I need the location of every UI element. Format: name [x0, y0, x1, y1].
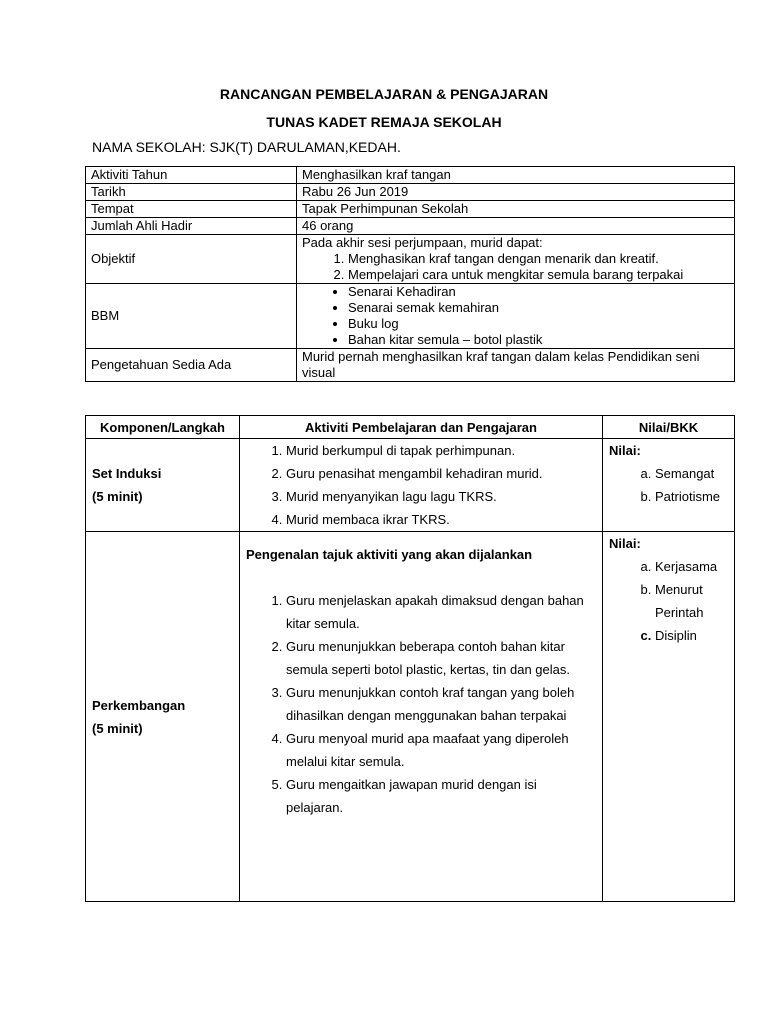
list-item: • Senarai semak kemahiran — [348, 300, 729, 316]
list-item: • Buku log — [348, 316, 729, 332]
list-item: 1. Menghasikan kraf tangan dengan menarik dan kreatif. — [348, 251, 729, 267]
list-item: 5. Guru mengaitkan jawapan murid dengan isi pelajaran. — [286, 773, 596, 819]
induksi-steps — [246, 439, 596, 531]
list-item: 2. Guru menunjukkan beberapa contoh bahan kitar semula seperti botol plastic, kertas, tin dan gelas. — [286, 635, 596, 681]
jumlah-label: Jumlah Ahli Hadir — [86, 218, 297, 235]
list-item: 3. Murid menyanyikan lagu lagu TKRS. — [286, 485, 596, 508]
list-item: • Senarai Kehadiran — [348, 284, 729, 300]
perkembangan-nilai-label: Nilai: — [609, 536, 641, 551]
table-row — [86, 532, 735, 902]
induksi-name: Set Induksi — [92, 466, 162, 481]
list-item: • Bahan kitar semula – botol plastik — [348, 332, 729, 348]
table-row — [86, 201, 735, 218]
aktiviti-value: Menghasilkan kraf tangan — [297, 167, 735, 184]
induksi-activities — [240, 439, 603, 532]
document-title: RANCANGAN PEMBELAJARAN & PENGAJARAN — [219, 86, 549, 102]
objektif-intro: Pada akhir sesi perjumpaan, murid dapat: — [302, 235, 543, 250]
list-item: c. Disiplin — [655, 624, 734, 647]
induksi-nilai-label: Nilai: — [609, 443, 641, 458]
tempat-value: Tapak Perhimpunan Sekolah — [297, 201, 735, 218]
objektif-list — [302, 251, 729, 283]
list-item: 4. Murid membaca ikrar TKRS. — [286, 508, 596, 531]
objektif-cell — [297, 235, 735, 284]
table-row — [86, 439, 735, 532]
table-row — [86, 184, 735, 201]
perkembangan-duration: (5 minit) — [92, 720, 143, 736]
tarikh-label: Tarikh — [86, 184, 297, 201]
tempat-label: Tempat — [86, 201, 297, 218]
table-row — [86, 235, 735, 284]
perkembangan-subheading: Pengenalan tajuk aktiviti yang akan dijalankan — [246, 547, 533, 562]
document-subtitle: TUNAS KADET REMAJA SEKOLAH — [266, 114, 502, 130]
lesson-table — [85, 415, 735, 902]
header-aktiviti: Aktiviti Pembelajaran dan Pengajaran — [240, 416, 603, 439]
school-name: NAMA SEKOLAH: SJK(T) DARULAMAN,KEDAH. — [92, 139, 401, 155]
list-item: 4. Guru menyoal murid apa maafaat yang diperoleh melalui kitar semula. — [286, 727, 596, 773]
table-row — [86, 284, 735, 349]
induksi-duration: (5 minit) — [92, 489, 143, 504]
jumlah-value: 46 orang — [297, 218, 735, 235]
perkembangan-component — [86, 532, 240, 902]
table-header-row — [86, 416, 735, 439]
info-table — [85, 166, 735, 382]
list-item: b. Menurut Perintah — [655, 578, 734, 624]
list-item: a. Semangat — [655, 462, 734, 485]
list-item: 2. Guru penasihat mengambil kehadiran murid. — [286, 462, 596, 485]
perkembangan-name: Perkembangan — [92, 697, 186, 713]
objektif-label: Objektif — [86, 235, 297, 284]
pengetahuan-label: Pengetahuan Sedia Ada — [86, 349, 297, 382]
header-nilai: Nilai/BKK — [603, 416, 735, 439]
induksi-nilai — [603, 439, 735, 532]
aktiviti-label: Aktiviti Tahun — [86, 167, 297, 184]
pengetahuan-value: Murid pernah menghasilkan kraf tangan dalam kelas Pendidikan seni visual — [297, 349, 735, 382]
list-item: 1. Guru menjelaskan apakah dimaksud dengan bahan kitar semula. — [286, 589, 596, 635]
perkembangan-nilai — [603, 532, 735, 902]
bbm-label: BBM — [86, 284, 297, 349]
list-item: a. Kerjasama — [655, 555, 734, 578]
induksi-nilai-list — [609, 462, 734, 508]
perkembangan-steps — [246, 589, 596, 819]
list-item: 2. Mempelajari cara untuk mengkitar semula barang terpakai — [348, 267, 729, 283]
perkembangan-nilai-list — [609, 555, 734, 647]
list-item: 1. Murid berkumpul di tapak perhimpunan. — [286, 439, 596, 462]
bbm-list — [302, 284, 729, 348]
list-item: b. Patriotisme — [655, 485, 734, 508]
table-row — [86, 167, 735, 184]
perkembangan-activities — [240, 532, 603, 902]
bbm-cell — [297, 284, 735, 349]
list-item: 3. Guru menunjukkan contoh kraf tangan yang boleh dihasilkan dengan menggunakan bahan terpakai — [286, 681, 596, 727]
tarikh-value: Rabu 26 Jun 2019 — [297, 184, 735, 201]
table-row — [86, 349, 735, 382]
header-komponen: Komponen/Langkah — [86, 416, 240, 439]
table-row — [86, 218, 735, 235]
induksi-component — [86, 439, 240, 532]
